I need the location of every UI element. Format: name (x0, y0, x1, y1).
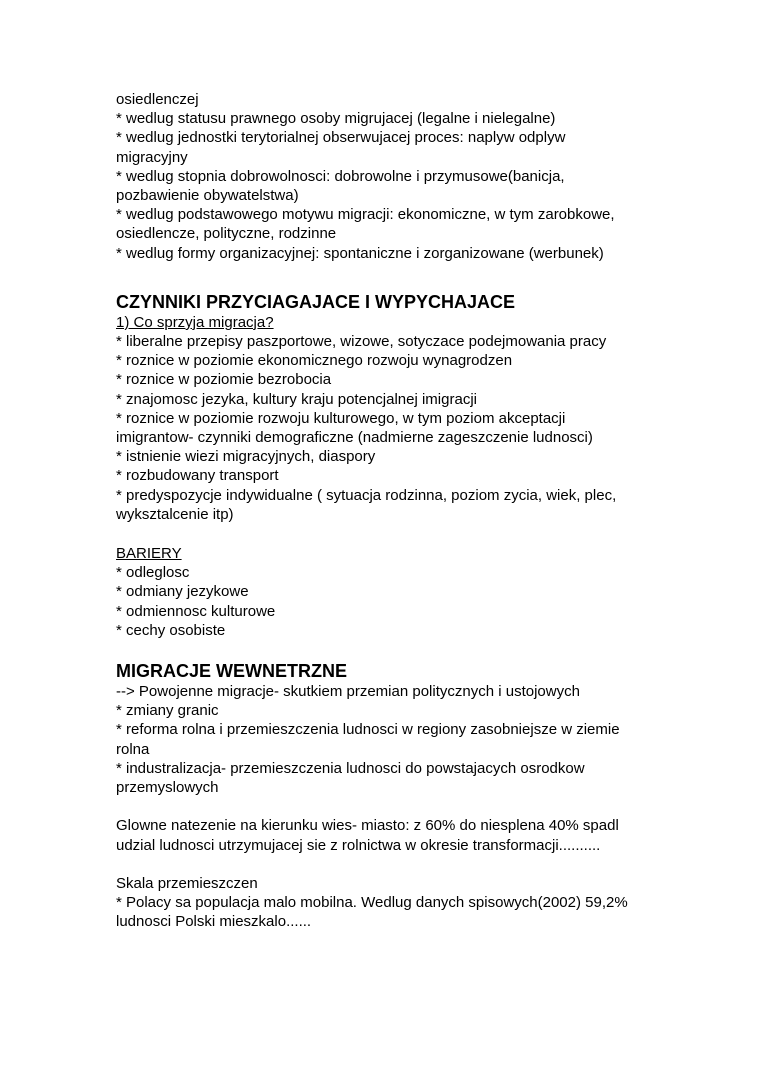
document-page (116, 90, 676, 931)
text-line: * znajomosc jezyka, kultury kraju potencjalnej imigracji (116, 390, 477, 408)
section-internal-migration (116, 660, 676, 931)
section-push-pull-factors (116, 291, 676, 524)
section-barriers (116, 544, 676, 640)
text-line: * odmiennosc kulturowe (116, 602, 276, 620)
text-line: udzial ludnosci utrzymujacej sie z rolnictwa w okresie transformacji.......... (116, 836, 601, 854)
text-line: ludnosci Polski mieszkalo...... (116, 913, 312, 931)
text-line: * wedlug formy organizacyjnej: spontaniczne i zorganizowane (werbunek) (116, 244, 604, 262)
section-subheading: 1) Co sprzyja migracja? (116, 313, 274, 331)
text-line: pozbawienie obywatelstwa) (116, 187, 299, 205)
text-line: Skala przemieszczen (116, 874, 258, 892)
text-line: Glowne natezenie na kierunku wies- miasto: z 60% do niesplena 40% spadl (116, 817, 619, 835)
section-subheading: BARIERY (116, 545, 182, 563)
text-line: * odleglosc (116, 564, 190, 582)
text-line: * wedlug stopnia dobrowolnosci: dobrowolne i przymusowe(banicja, (116, 167, 565, 185)
text-line: osiedlencze, polityczne, rodzinne (116, 225, 337, 243)
text-line: * cechy osobiste (116, 621, 226, 639)
text-line: --> Powojenne migracje- skutkiem przemian politycznych i ustojowych (116, 683, 580, 701)
text-line: * liberalne przepisy paszportowe, wizowe, sotyczace podejmowania pracy (116, 333, 607, 351)
section-heading: MIGRACJE WEWNETRZNE (116, 661, 347, 682)
text-line: * roznice w poziomie rozwoju kulturowego, w tym poziom akceptacji (116, 409, 566, 427)
text-line: * Polacy sa populacja malo mobilna. Wedlug danych spisowych(2002) 59,2% (116, 893, 628, 911)
text-line: rolna (116, 740, 150, 758)
text-line: osiedlenczej (116, 91, 199, 108)
text-line: migracyjny (116, 148, 188, 166)
text-line: * reforma rolna i przemieszczenia ludnosci w regiony zasobniejsze w ziemie (116, 721, 620, 739)
text-line: imigrantow- czynniki demograficzne (nadmierne zageszczenie ludnosci) (116, 429, 593, 447)
text-line: * wedlug podstawowego motywu migracji: ekonomiczne, w tym zarobkowe, (116, 206, 615, 224)
text-line: * istnienie wiezi migracyjnych, diaspory (116, 448, 376, 466)
text-line: * industralizacja- przemieszczenia ludnosci do powstajacych osrodkow (116, 759, 585, 777)
text-line: * wedlug jednostki terytorialnej obserwujacej proces: naplyw odplyw (116, 129, 566, 147)
section-heading: CZYNNIKI PRZYCIAGAJACE I WYPYCHAJACE (116, 291, 516, 312)
text-line: * roznice w poziomie ekonomicznego rozwoju wynagrodzen (116, 352, 513, 370)
text-line: * roznice w poziomie bezrobocia (116, 371, 332, 389)
intro-block (116, 90, 676, 263)
text-line: * odmiany jezykowe (116, 583, 249, 601)
text-line: * rozbudowany transport (116, 467, 279, 485)
text-line: * wedlug statusu prawnego osoby migrujacej (legalne i nielegalne) (116, 110, 556, 128)
text-line: * predyspozycje indywidualne ( sytuacja rodzinna, poziom zycia, wiek, plec, (116, 486, 617, 504)
text-line: przemyslowych (116, 779, 219, 797)
text-line: * zmiany granic (116, 702, 219, 720)
text-line: wyksztalcenie itp) (116, 505, 234, 523)
